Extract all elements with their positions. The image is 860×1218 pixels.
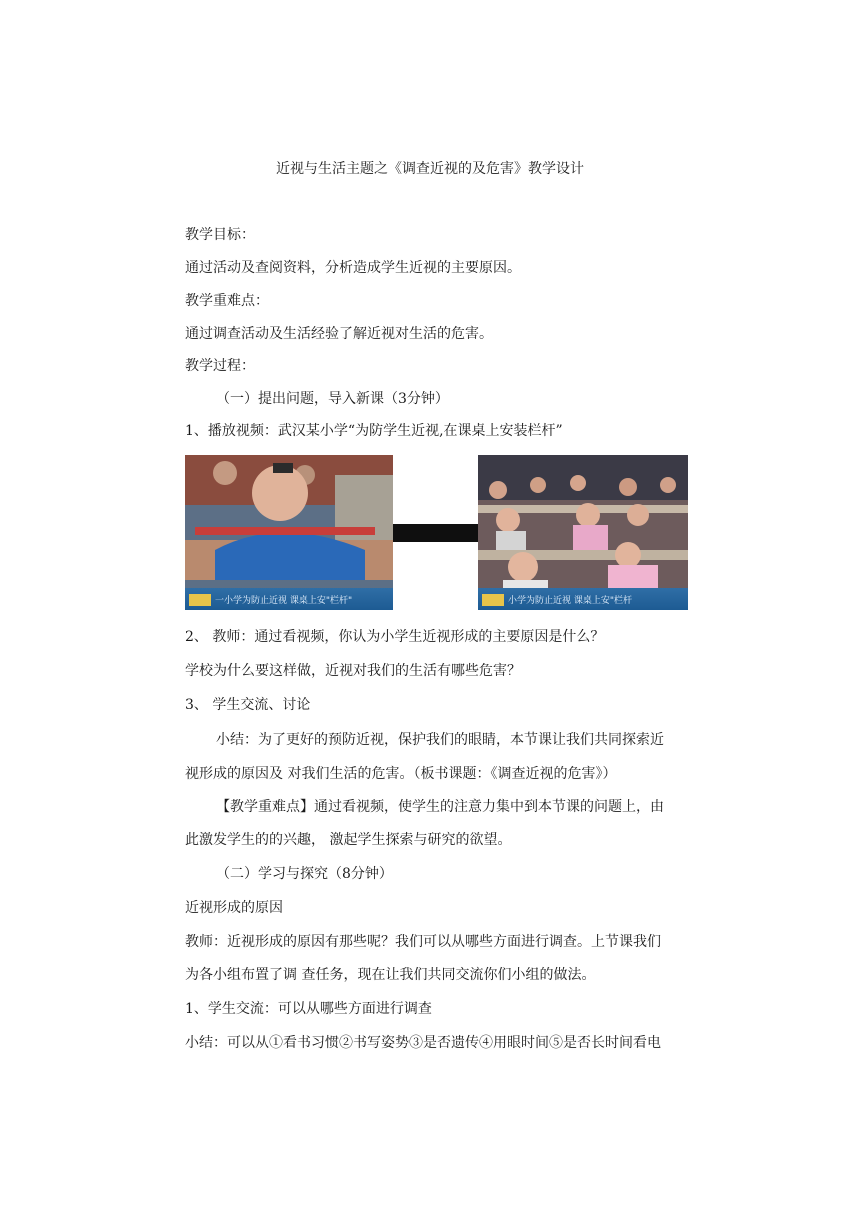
- text-line: （二）学习与探究（8分钟）: [216, 866, 393, 882]
- video-screenshot-right: [478, 455, 688, 610]
- text-line: 为各小组布置了调 查任务，现在让我们共同交流你们小组的做法。: [185, 967, 596, 983]
- channel-tag: [189, 594, 211, 606]
- text-line: 通过活动及查阅资料，分析造成学生近视的主要原因。: [185, 260, 521, 276]
- text-line: 此激发学生的的兴趣， 激起学生探索与研究的欲望。: [185, 832, 512, 848]
- text-line: （一）提出问题，导入新课（3分钟）: [216, 391, 449, 407]
- video-caption: 小学为防止近视 课桌上安"栏杆: [508, 596, 633, 606]
- text-line: 教师：近视形成的原因有那些呢？我们可以从哪些方面进行调查。上节课我们: [185, 934, 661, 950]
- video-screenshot-left: [185, 455, 393, 610]
- connector-bar: [393, 524, 478, 542]
- text-line: 近视形成的原因: [185, 900, 283, 916]
- text-line: 教学目标：: [185, 227, 255, 243]
- text-line: 通过调查活动及生活经验了解近视对生活的危害。: [185, 326, 493, 342]
- classroom-photo-left: [185, 455, 393, 610]
- text-line: 小结：可以从①看书习惯②书写姿势③是否遗传④用眼时间⑤是否长时间看电: [185, 1035, 661, 1051]
- text-line: 学校为什么要这样做，近视对我们的生活有哪些危害？: [185, 663, 521, 679]
- text-line: 1、学生交流：可以从哪些方面进行调查: [185, 1001, 432, 1017]
- classroom-photo-right: [478, 455, 688, 610]
- text-line: 1、播放视频：武汉某小学“为防学生近视,在课桌上安装栏杆”: [185, 423, 563, 439]
- text-line: 3、 学生交流、讨论: [185, 697, 311, 713]
- text-line: 视形成的原因及 对我们生活的危害。（板书课题：《调查近视的危害》）: [185, 766, 617, 782]
- caption-strip: [185, 588, 393, 610]
- text-line: 【教学重难点】通过看视频，使学生的注意力集中到本节课的问题上，由: [216, 799, 664, 815]
- text-line: 教学过程：: [185, 358, 255, 374]
- channel-tag: [482, 594, 504, 606]
- caption-strip: [478, 588, 688, 610]
- text-line: 小结：为了更好的预防近视，保护我们的眼睛，本节课让我们共同探索近: [216, 732, 664, 748]
- text-line: 2、 教师：通过看视频，你认为小学生近视形成的主要原因是什么？: [185, 629, 605, 645]
- text-line: 教学重难点：: [185, 293, 269, 309]
- video-caption: 一小学为防止近视 课桌上安"栏杆": [215, 596, 353, 606]
- document-title: 近视与生活主题之《调查近视的及危害》教学设计: [276, 161, 584, 177]
